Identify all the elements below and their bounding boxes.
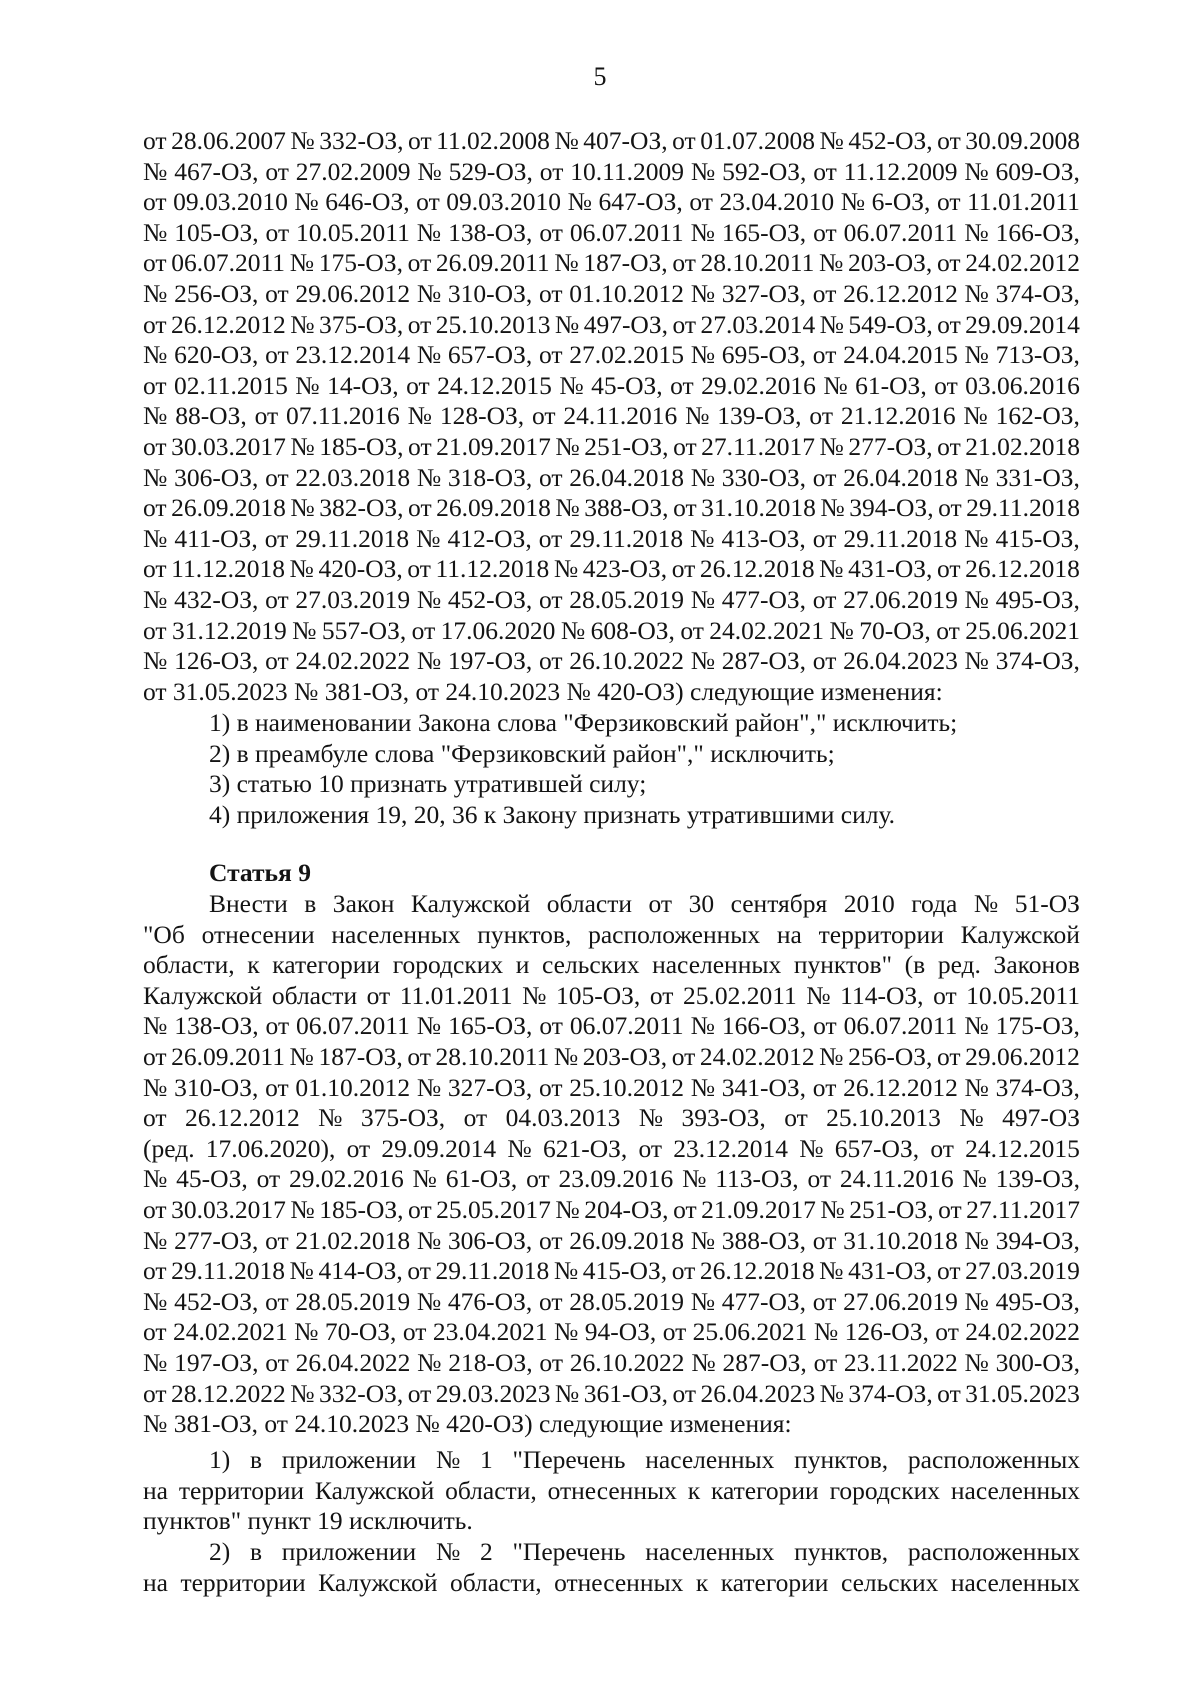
text-line: № 277-ОЗ, от 21.02.2018 № 306-ОЗ, от 26.09.2018 № 388-ОЗ, от 31.10.2018 № 394-ОЗ, (143, 1225, 1080, 1255)
text-line: от 31.05.2023 № 381-ОЗ, от 24.10.2023 № 420-ОЗ) следующие изменения: (143, 676, 943, 706)
text-line: № 197-ОЗ, от 26.04.2022 № 218-ОЗ, от 26.10.2022 № 287-ОЗ, от 23.11.2022 № 300-ОЗ, (143, 1347, 1080, 1377)
text-line: Калужской области от 11.01.2011 № 105-ОЗ, от 25.02.2011 № 114-ОЗ, от 10.05.2011 (143, 980, 1080, 1010)
text-line: от 26.12.2012 № 375-ОЗ, от 25.10.2013 № 497-ОЗ, от 27.03.2014 № 549-ОЗ, от 29.09.2014 (143, 309, 1080, 339)
sub-item-1 (143, 1445, 1080, 1537)
article-9-paragraph (143, 889, 1080, 1440)
sub-item-2 (143, 1537, 1080, 1598)
text-line: от 30.03.2017 № 185-ОЗ, от 25.05.2017 № 204-ОЗ, от 21.09.2017 № 251-ОЗ, от 27.11.2017 (143, 1194, 1080, 1224)
text-line: № 452-ОЗ, от 28.05.2019 № 476-ОЗ, от 28.05.2019 № 477-ОЗ, от 27.06.2019 № 495-ОЗ, (143, 1286, 1080, 1316)
page-number: 5 (593, 62, 607, 91)
article-heading: Статья 9 (209, 858, 311, 887)
text-line: от 02.11.2015 № 14-ОЗ, от 24.12.2015 № 45-ОЗ, от 29.02.2016 № 61-ОЗ, от 03.06.2016 (143, 370, 1080, 400)
text-line: 3) статью 10 признать утратившей силу; (209, 769, 647, 799)
text-line: 1) в наименовании Закона слова "Ферзиковский район"," исключить; (209, 708, 958, 737)
text-line: от 31.12.2019 № 557-ОЗ, от 17.06.2020 № 608-ОЗ, от 24.02.2021 № 70-ОЗ, от 25.06.2021 (143, 615, 1080, 645)
text-line: № 467-ОЗ, от 27.02.2009 № 529-ОЗ, от 10.11.2009 № 592-ОЗ, от 11.12.2009 № 609-ОЗ, (143, 156, 1080, 186)
text-line: № 45-ОЗ, от 29.02.2016 № 61-ОЗ, от 23.09.2016 № 113-ОЗ, от 24.11.2016 № 139-ОЗ, (143, 1164, 1080, 1194)
text-line: пунктов" пункт 19 исключить. (143, 1506, 473, 1536)
text-line: от 24.02.2021 № 70-ОЗ, от 23.04.2021 № 94-ОЗ, от 25.06.2021 № 126-ОЗ, от 24.02.2022 (143, 1317, 1080, 1347)
text-line: № 306-ОЗ, от 22.03.2018 № 318-ОЗ, от 26.04.2018 № 330-ОЗ, от 26.04.2018 № 331-ОЗ, (143, 462, 1080, 492)
text-line: № 310-ОЗ, от 01.10.2012 № 327-ОЗ, от 25.10.2012 № 341-ОЗ, от 26.12.2012 № 374-ОЗ, (143, 1072, 1080, 1102)
text-line: № 381-ОЗ, от 24.10.2023 № 420-ОЗ) следующие изменения: (143, 1409, 792, 1439)
changes-list (143, 708, 1080, 830)
text-line: № 126-ОЗ, от 24.02.2022 № 197-ОЗ, от 26.10.2022 № 287-ОЗ, от 26.04.2023 № 374-ОЗ, (143, 646, 1080, 676)
text-line: № 88-ОЗ, от 07.11.2016 № 128-ОЗ, от 24.11.2016 № 139-ОЗ, от 21.12.2016 № 162-ОЗ, (143, 401, 1080, 431)
text-line: 2) в преамбуле слова "Ферзиковский район"," исключить; (209, 738, 835, 768)
text-line: 2) в приложении № 2 "Перечень населенных пунктов, расположенных (209, 1537, 1080, 1566)
text-line: № 620-ОЗ, от 23.12.2014 № 657-ОЗ, от 27.02.2015 № 695-ОЗ, от 24.04.2015 № 713-ОЗ, (143, 340, 1080, 370)
text-line: 1) в приложении № 1 "Перечень населенных пунктов, расположенных (209, 1445, 1080, 1474)
text-line: от 29.11.2018 № 414-ОЗ, от 29.11.2018 № 415-ОЗ, от 26.12.2018 № 431-ОЗ, от 27.03.2019 (143, 1256, 1080, 1286)
text-line: 4) приложения 19, 20, 36 к Закону признать утратившими силу. (209, 799, 896, 829)
article-heading-block (143, 858, 1080, 889)
text-line: от 28.06.2007 № 332-ОЗ, от 11.02.2008 № 407-ОЗ, от 01.07.2008 № 452-ОЗ, от 30.09.2008 (143, 126, 1080, 155)
text-line: на территории Калужской области, отнесенных к категории городских населенных (143, 1475, 1080, 1505)
text-line: от 26.09.2011 № 187-ОЗ, от 28.10.2011 № 203-ОЗ, от 24.02.2012 № 256-ОЗ, от 29.06.2012 (143, 1041, 1080, 1071)
text-line: от 26.12.2012 № 375-ОЗ, от 04.03.2013 № 393-ОЗ, от 25.10.2013 № 497-ОЗ (143, 1103, 1080, 1133)
text-line: на территории Калужской области, отнесенных к категории сельских населенных (143, 1567, 1080, 1597)
text-line: № 105-ОЗ, от 10.05.2011 № 138-ОЗ, от 06.07.2011 № 165-ОЗ, от 06.07.2011 № 166-ОЗ, (143, 217, 1080, 247)
text-line: № 138-ОЗ, от 06.07.2011 № 165-ОЗ, от 06.07.2011 № 166-ОЗ, от 06.07.2011 № 175-ОЗ, (143, 1011, 1080, 1041)
paragraph-amendments-list (143, 126, 1080, 707)
text-line: (ред. 17.06.2020), от 29.09.2014 № 621-ОЗ, от 23.12.2014 № 657-ОЗ, от 24.12.2015 (143, 1133, 1080, 1163)
text-line: от 30.03.2017 № 185-ОЗ, от 21.09.2017 № 251-ОЗ, от 27.11.2017 № 277-ОЗ, от 21.02.2018 (143, 431, 1080, 461)
text-line: от 06.07.2011 № 175-ОЗ, от 26.09.2011 № 187-ОЗ, от 28.10.2011 № 203-ОЗ, от 24.02.2012 (143, 248, 1080, 278)
text-line: № 432-ОЗ, от 27.03.2019 № 452-ОЗ, от 28.05.2019 № 477-ОЗ, от 27.06.2019 № 495-ОЗ, (143, 584, 1080, 614)
text-line: от 09.03.2010 № 646-ОЗ, от 09.03.2010 № 647-ОЗ, от 23.04.2010 № 6-ОЗ, от 11.01.2011 (143, 187, 1080, 217)
text-line: № 256-ОЗ, от 29.06.2012 № 310-ОЗ, от 01.10.2012 № 327-ОЗ, от 26.12.2012 № 374-ОЗ, (143, 278, 1080, 308)
text-line: "Об отнесении населенных пунктов, расположенных на территории Калужской (143, 919, 1080, 949)
text-line: от 28.12.2022 № 332-ОЗ, от 29.03.2023 № 361-ОЗ, от 26.04.2023 № 374-ОЗ, от 31.05.2023 (143, 1378, 1080, 1408)
text-line: Внести в Закон Калужской области от 30 сентября 2010 года № 51-ОЗ (209, 889, 1080, 918)
text-line: от 26.09.2018 № 382-ОЗ, от 26.09.2018 № 388-ОЗ, от 31.10.2018 № 394-ОЗ, от 29.11.2018 (143, 493, 1080, 523)
text-line: области, к категории городских и сельских населенных пунктов" (в ред. Законов (143, 950, 1080, 980)
text-line: от 11.12.2018 № 420-ОЗ, от 11.12.2018 № 423-ОЗ, от 26.12.2018 № 431-ОЗ, от 26.12.2018 (143, 554, 1080, 584)
text-line: № 411-ОЗ, от 29.11.2018 № 412-ОЗ, от 29.11.2018 № 413-ОЗ, от 29.11.2018 № 415-ОЗ, (143, 523, 1080, 553)
